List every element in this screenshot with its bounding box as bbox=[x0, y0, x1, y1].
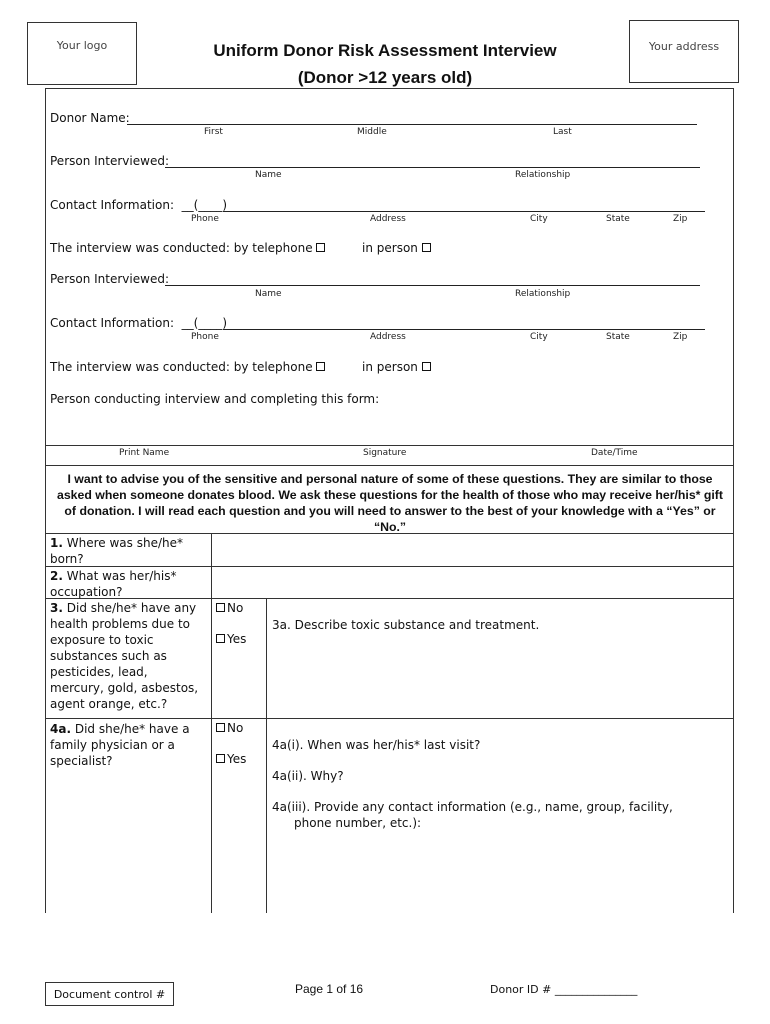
question-2-answer-field[interactable] bbox=[214, 569, 730, 596]
in-person-text-2: in person bbox=[362, 360, 418, 374]
in-person-option-2 bbox=[362, 360, 433, 374]
state-sub-2: State bbox=[606, 332, 630, 342]
question-3-yes-label: Yes bbox=[227, 632, 247, 646]
question-1-answer-field[interactable] bbox=[214, 536, 730, 564]
question-1-text: Where was she/he* born? bbox=[50, 536, 183, 566]
question-3 bbox=[50, 600, 205, 712]
question-4a-ii: 4a(ii). Why? bbox=[272, 769, 344, 783]
phone-sub-1: Phone bbox=[191, 214, 219, 224]
person-interviewed-label-1: Person Interviewed: bbox=[50, 154, 169, 168]
conducted-text-1: The interview was conducted: by telephone bbox=[50, 241, 313, 255]
contact-info-field-2[interactable] bbox=[223, 329, 705, 330]
question-4a-no-option[interactable] bbox=[216, 721, 243, 735]
contact-info-text-1: Contact Information: bbox=[50, 198, 175, 212]
name-sub-2: Name bbox=[255, 289, 282, 299]
donor-last-sub: Last bbox=[553, 127, 572, 137]
table-top-border bbox=[45, 533, 734, 534]
donor-name-field[interactable] bbox=[127, 124, 697, 125]
person-interviewed-field-2[interactable] bbox=[165, 285, 700, 286]
conductor-signature-line[interactable] bbox=[45, 445, 734, 446]
row-divider-3 bbox=[45, 718, 734, 719]
zip-sub-1: Zip bbox=[673, 214, 688, 224]
question-4a-i: 4a(i). When was her/his* last visit? bbox=[272, 738, 481, 752]
relationship-sub-2: Relationship bbox=[515, 289, 571, 299]
phone-sub-2: Phone bbox=[191, 332, 219, 342]
conducted-row-1 bbox=[50, 241, 327, 255]
relationship-sub-1: Relationship bbox=[515, 170, 571, 180]
zip-sub-2: Zip bbox=[673, 332, 688, 342]
question-4a-yes-checkbox[interactable] bbox=[216, 754, 225, 763]
conducted-row-2 bbox=[50, 360, 327, 374]
print-name-sub: Print Name bbox=[119, 448, 170, 458]
document-control-text: Document control # bbox=[53, 987, 166, 1001]
donor-first-sub: First bbox=[204, 127, 223, 137]
column-divider-2 bbox=[266, 598, 267, 913]
contact-info-label-1 bbox=[50, 198, 227, 212]
date-time-sub: Date/Time bbox=[591, 448, 638, 458]
question-2 bbox=[50, 568, 205, 600]
conducted-text-2: The interview was conducted: by telephone bbox=[50, 360, 313, 374]
question-3-no-label: No bbox=[227, 601, 244, 615]
question-3-number: 3. bbox=[50, 601, 63, 615]
in-person-checkbox-1[interactable] bbox=[422, 243, 431, 252]
question-3a: 3a. Describe toxic substance and treatment. bbox=[272, 618, 540, 632]
column-divider-1 bbox=[211, 533, 212, 913]
name-sub-1: Name bbox=[255, 170, 282, 180]
city-sub-1: City bbox=[530, 214, 548, 224]
address-sub-1: Address bbox=[370, 214, 406, 224]
signature-sub: Signature bbox=[363, 448, 407, 458]
question-1-number: 1. bbox=[50, 536, 63, 550]
in-person-text-1: in person bbox=[362, 241, 418, 255]
question-3-yes-checkbox[interactable] bbox=[216, 634, 225, 643]
question-4a-text: Did she/he* have a family physician or a specialist? bbox=[50, 722, 190, 768]
donor-name-label: Donor Name: bbox=[50, 111, 130, 125]
contact-info-text-2: Contact Information: bbox=[50, 316, 175, 330]
form-subtitle: (Donor >12 years old) bbox=[297, 68, 473, 87]
person-interviewed-label-2: Person Interviewed: bbox=[50, 272, 169, 286]
intro-statement: I want to advise you of the sensitive and personal nature of some of these questions. They are similar to those asked when someone donates blood. We ask these questions for the health of those who may receive her/his* gift of donation. I will read each question and you will need to answer to the best of your knowledge with a “Yes” or “No.” bbox=[56, 472, 723, 534]
logo-placeholder bbox=[27, 22, 137, 85]
contact-info-label-2 bbox=[50, 316, 227, 330]
document-control-box bbox=[45, 982, 174, 1006]
in-person-option-1 bbox=[362, 241, 433, 255]
in-person-checkbox-2[interactable] bbox=[422, 362, 431, 371]
question-4a-no-checkbox[interactable] bbox=[216, 723, 225, 732]
form-title: Uniform Donor Risk Assessment Interview bbox=[213, 41, 557, 60]
question-4a-iii: 4a(iii). Provide any contact information (e.g., name, group, facility, phone number, etc.): bbox=[272, 800, 673, 830]
state-sub-1: State bbox=[606, 214, 630, 224]
question-4a-no-label: No bbox=[227, 721, 244, 735]
question-4a-yes-label: Yes bbox=[227, 752, 247, 766]
contact-phone-prefix-2: __(____) bbox=[181, 316, 228, 330]
question-2-text: What was her/his* occupation? bbox=[50, 569, 177, 599]
conductor-label: Person conducting interview and completing this form: bbox=[50, 392, 380, 406]
page-number: Page 1 of 16 bbox=[295, 982, 364, 996]
question-4a-yes-option[interactable] bbox=[216, 752, 246, 766]
city-sub-2: City bbox=[530, 332, 548, 342]
contact-phone-prefix-1: __(____) bbox=[181, 198, 228, 212]
contact-info-field-1[interactable] bbox=[223, 211, 705, 212]
question-1 bbox=[50, 535, 205, 567]
address-text: Your address bbox=[648, 40, 720, 53]
donor-middle-sub: Middle bbox=[357, 127, 387, 137]
question-2-number: 2. bbox=[50, 569, 63, 583]
question-3-no-option[interactable] bbox=[216, 601, 243, 615]
telephone-checkbox-1[interactable] bbox=[316, 243, 325, 252]
section-divider bbox=[45, 465, 734, 466]
question-4a-number: 4a. bbox=[50, 722, 72, 736]
telephone-checkbox-2[interactable] bbox=[316, 362, 325, 371]
person-interviewed-field-1[interactable] bbox=[165, 167, 700, 168]
question-3-yes-option[interactable] bbox=[216, 632, 246, 646]
address-sub-2: Address bbox=[370, 332, 406, 342]
address-placeholder bbox=[629, 20, 739, 83]
question-3-no-checkbox[interactable] bbox=[216, 603, 225, 612]
question-3-text: Did she/he* have any health problems due to exposure to toxic substances such as pesticides, lead, mercury, gold, asbestos, agent orange, etc.? bbox=[50, 601, 199, 711]
question-4a bbox=[50, 721, 205, 769]
logo-text: Your logo bbox=[56, 39, 108, 52]
donor-id-field[interactable]: Donor ID # _______________ bbox=[490, 983, 638, 996]
